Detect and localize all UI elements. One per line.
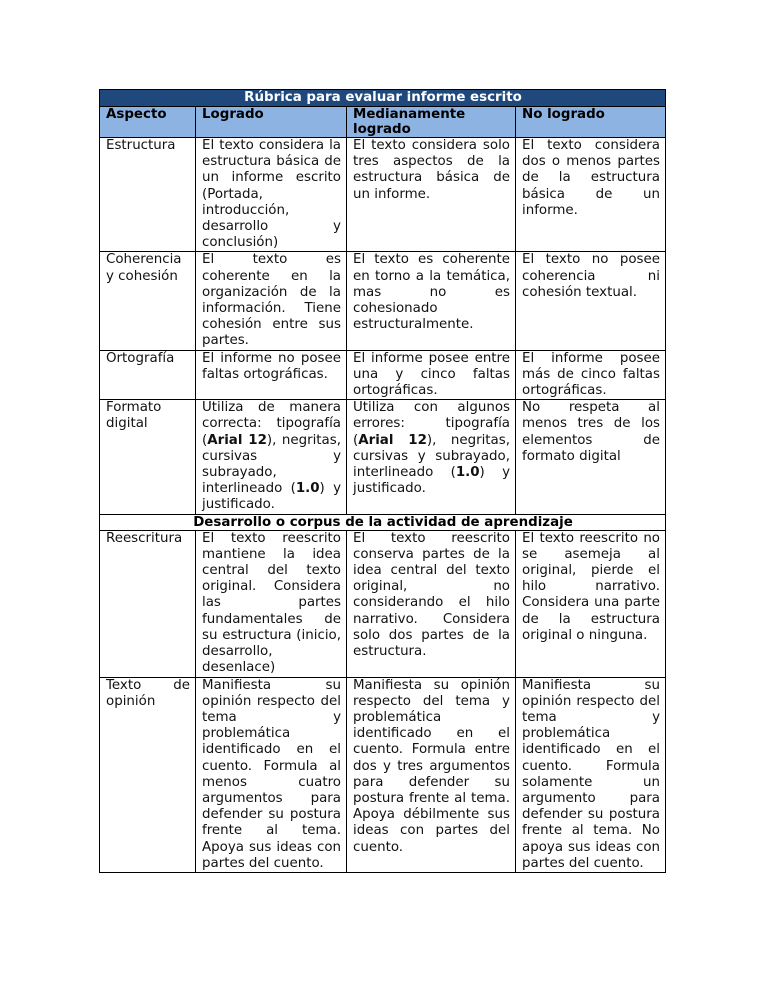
cell-text: Utiliza con algunos errores: tipografía (	[353, 400, 510, 448]
aspect-cell: Coherencia y cohesión	[100, 252, 196, 350]
no-logrado-cell: El texto considera dos o menos partes de la estructura básica de un informe.	[516, 138, 666, 252]
logrado-cell	[196, 400, 347, 514]
cell-text: Utiliza de manera correcta: tipografía (	[202, 400, 341, 448]
logrado-cell: El texto es coherente en la organización de la información. Tiene cohesión entre sus partes.	[196, 252, 347, 350]
rubric-title: Rúbrica para evaluar informe escrito	[100, 90, 666, 107]
header-aspecto: Aspecto	[100, 107, 196, 138]
section-title: Desarrollo o corpus de la actividad de aprendizaje	[100, 514, 666, 530]
section-row	[100, 514, 666, 530]
font-spec-bold: Arial 12	[358, 432, 427, 448]
no-logrado-cell: El informe posee más de cinco faltas ortográficas.	[516, 350, 666, 400]
logrado-cell: El informe no posee faltas ortográficas.	[196, 350, 347, 400]
title-row	[100, 90, 666, 107]
rubric-table	[99, 89, 666, 873]
medianamente-cell	[347, 400, 516, 514]
no-logrado-cell: El texto no posee coherencia ni cohesión textual.	[516, 252, 666, 350]
table-row	[100, 530, 666, 677]
no-logrado-cell: El texto reescrito no se asemeja al original, pierde el hilo narrativo. Considera una parte de la estructura original o ninguna.	[516, 530, 666, 677]
header-medianamente: Medianamente logrado	[347, 107, 516, 138]
aspect-cell: Texto de opinión	[100, 677, 196, 872]
table-row	[100, 252, 666, 350]
cell-text: ) y justificado.	[353, 465, 511, 497]
table-row	[100, 350, 666, 400]
logrado-cell: El texto considera la estructura básica de un informe escrito (Portada, introducción, desarrollo y conclusión)	[196, 138, 347, 252]
cell-text: ) y justificado.	[202, 481, 342, 513]
medianamente-cell: El informe posee entre una y cinco faltas ortográficas.	[347, 350, 516, 400]
aspect-cell: Formato digital	[100, 400, 196, 514]
medianamente-cell: El texto considera solo tres aspectos de la estructura básica de un informe.	[347, 138, 516, 252]
medianamente-cell: El texto reescrito conserva partes de la idea central del texto original, no considerando el hilo narrativo. Considera solo dos partes de la estructura.	[347, 530, 516, 677]
table-row	[100, 677, 666, 872]
table-row	[100, 138, 666, 252]
no-logrado-cell: Manifiesta su opinión respecto del tema y problemática identificado en el cuento. Formula solamente un argumento para defender su postura frente al tema. No apoya sus ideas con partes del cuento.	[516, 677, 666, 872]
header-no-logrado: No logrado	[516, 107, 666, 138]
logrado-cell: El texto reescrito mantiene la idea central del texto original. Considera las partes fundamentales de su estructura (inicio, desarrollo, desenlace)	[196, 530, 347, 677]
header-row	[100, 107, 666, 138]
aspect-cell: Reescritura	[100, 530, 196, 677]
table-row	[100, 400, 666, 514]
spacing-spec-bold: 1.0	[455, 465, 480, 481]
header-logrado: Logrado	[196, 107, 347, 138]
logrado-cell: Manifiesta su opinión respecto del tema y problemática identificado en el cuento. Formula al menos cuatro argumentos para defender su postura frente al tema. Apoya sus ideas con partes del cuento.	[196, 677, 347, 872]
medianamente-cell: El texto es coherente en torno a la temática, mas no es cohesionado estructuralmente.	[347, 252, 516, 350]
spacing-spec-bold: 1.0	[295, 481, 320, 497]
medianamente-cell: Manifiesta su opinión respecto del tema y problemática identificado en el cuento. Formula entre dos y tres argumentos para defender su postura frente al tema. Apoya débilmente sus ideas con partes del cuento.	[347, 677, 516, 872]
cell-text: ), negritas, cursivas y subrayado, interlineado (	[353, 432, 510, 481]
cell-text: ), negritas, cursivas y subrayado, interlineado (	[202, 432, 341, 497]
aspect-cell: Ortografía	[100, 350, 196, 400]
aspect-cell: Estructura	[100, 138, 196, 252]
no-logrado-cell: No respeta al menos tres de los elementos de formato digital	[516, 400, 666, 514]
font-spec-bold: Arial 12	[207, 432, 267, 448]
